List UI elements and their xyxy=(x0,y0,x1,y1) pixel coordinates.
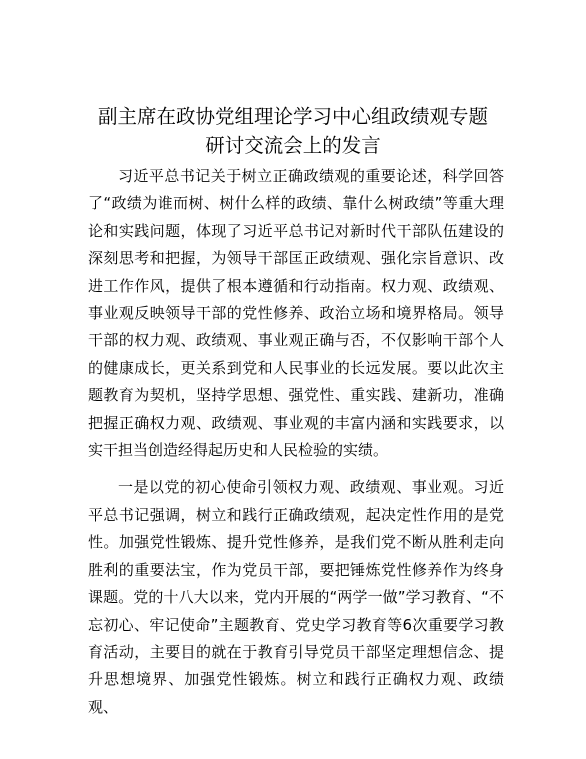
paragraph-intro: 习近平总书记关于树立正确政绩观的重要论述，科学回答了“政绩为谁而树、树什么样的政绩、靠什么树政绩”等重大理论和实践问题，体现了习近平总书记对新时代干部队伍建设的深刻思考和把握，为领导干部匡正政绩观、强化宗旨意识、改进工作作风，提供了根本遵循和行动指南。权力观、政绩观、事业观反映领导干部的党性修养、政治立场和境界格局。领导干部的权力观、政绩观、事业观正确与否，不仅影响干部个人的健康成长，更关系到党和人民事业的长远发展。要以此次主题教育为契机，坚持学思想、强党性、重实践、建新功，准确把握正确权力观、政绩观、事业观的丰富内涵和实践要求，以实干担当创造经得起历史和人民检验的实绩。 xyxy=(88,167,504,460)
document-body xyxy=(88,163,504,721)
paragraph-point-one: 一是以党的初心使命引领权力观、政绩观、事业观。习近平总书记强调，树立和践行正确政绩观，起决定性作用的是党性。加强党性锻炼、提升党性修养，是我们党不断从胜利走向胜利的重要法宝，作为党员干部，要把锤炼党性修养作为终身课题。党的十八大以来，党内开展的“两学一做”学习教育、“不忘初心、牢记使命”主题教育、党史学习教育等6次重要学习教育活动，主要目的就在于教育引导党员干部坚定理想信念、提升思想境界、加强党性锻炼。树立和践行正确权力观、政绩观、 xyxy=(88,478,504,716)
title-line-2: 研讨交流会上的发言 xyxy=(205,134,381,157)
document-title xyxy=(60,102,526,160)
title-line-1: 副主席在政协党组理论学习中心组政绩观专题 xyxy=(97,105,488,128)
